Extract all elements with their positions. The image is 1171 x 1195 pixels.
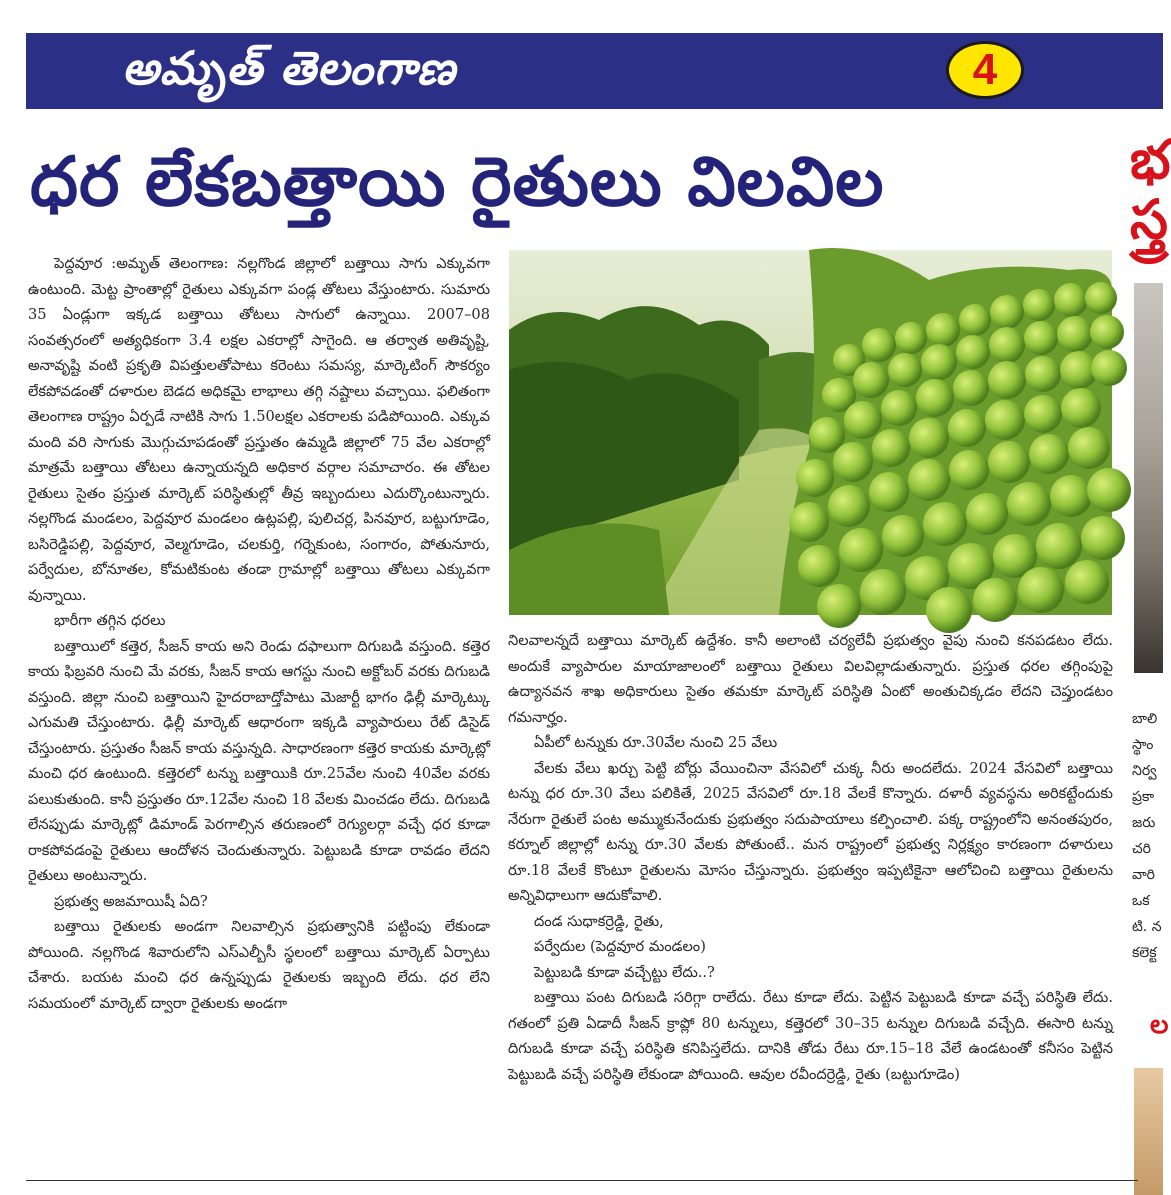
orchard-photo (509, 250, 1112, 615)
article-paragraph: బత్తాయి రైతులకు అండగా నిలవాల్సిన ప్రభుత్వానికి పట్టింపు లేకుండా పోయింది. నల్లగొండ శివారులోని ఎస్ఎల్బీసీ స్థలంలో బత్తాయి మార్కెట్ ఏర్పాటు చేశారు. బయట మంచి ధర ఉన్నప్పుడు రైతులకు ఇబ్బంది లేదు. ధర లేని సమయంలో మార్కెట్ ద్వారా రైతులకు అండగా (28, 918, 490, 1012)
adjacent-text-line: టి. న (1132, 919, 1162, 935)
adjacent-text-line: కలెక్ట (1132, 945, 1157, 961)
page-number-badge: 4 (946, 41, 1024, 99)
article-subheading: ప్రభుత్వ అజమాయిషీ ఏది? (54, 892, 208, 910)
adjacent-text-line: వారి (1132, 867, 1155, 883)
article-subheading: భారీగా తగ్గిన ధరలు (54, 612, 166, 629)
article-paragraph: నిలవాలన్నదే బత్తాయి మార్కెట్ ఉద్దేశం. కానీ అలాంటి చర్యలేవీ ప్రభుత్వం వైపు నుంచి కనపడటం లేదు. అందుకే వ్యాపారుల మాయాజాలంలో బత్తాయి రైతులు విలవిల్లాడుతున్నారు. ప్రస్తుత ధరల తగ్గింపుపై ఉద్యానవన శాఖ అధికారులు సైతం తమకూ మార్కెట్ పరిస్థితి ఏంటో అంతుచిక్కడం లేదని చెప్తుండటం గమనార్హం. (508, 632, 1113, 726)
article-subheading: ఏపీలో టన్నుకు రూ.30వేల నుంచి 25 వేలు (534, 734, 778, 751)
adjacent-text-line: బాలి (1132, 711, 1158, 727)
article-paragraph: పెద్దవూర :అమృత్ తెలంగాణ: నల్లగొండ జిల్లాలో బత్తాయి సాగు ఎక్కువగా ఉంటుంది. మెట్ట ప్రాంతాల్లో రైతులు ఎక్కువగా పండ్ల తోటలు వేస్తుంటారు. సుమారు 35 ఏండ్లుగా ఇక్కడ బత్తాయి తోటలు సాగులో ఉన్నాయి. 2007–08 సంవత్సరంలో అత్యధికంగా 3.4 లక్షల ఎకరాల్లో సాగైంది. ఆ తర్వాత అతివృష్టి, అనావృష్టి వంటి ప్రకృతి విపత్తులతోపాటు కరెంటు సమస్య, మార్కెటింగ్ సౌకర్యం లేకపోవడంతో దళారుల బెడద అధికమై లాభాలు తగ్గి నష్టాలు వచ్చాయి. ఫలితంగా తెలంగాణ రాష్ట్రం ఏర్పడే నాటికి సాగు 1.50లక్షల ఎకరాలకు పడిపోయింది. ఎక్కువ మంది వరి సాగుకు మొగ్గుచూపడంతో ప్రస్తుతం ఉమ్మడి జిల్లాలో 75 వేల ఎకరాల్లో మాత్రమే బత్తాయి తోటలు ఉన్నాయన్నది అధికార వర్గాల సమాచారం. ఈ తోటల రైతులు సైతం ప్రస్తుత మార్కెట్ పరిస్థితుల్లో తీవ్ర ఇబ్బందులు ఎదుర్కొంటున్నారు. నల్లగొండ మండలం, పెద్దవూర మండలం ఉట్లపల్లి, పులిచర్ల, పినవూర, బట్టుగూడెం, బసిరెడ్డిపల్లి, పెద్దవూర, వెల్మగూడెం, చలకుర్తి, గర్నెకుంట, సంగారం, పోతునూరు, పర్వేదుల, బోనూతల, కోమటికుంట తండా గ్రామాల్లో బత్తాయి తోటలు ఎక్కువగా వున్నాయి. (28, 255, 490, 604)
article-subheading: పెట్టుబడి కూడా వచ్చేట్టు లేదు..? (534, 963, 715, 981)
adjacent-text-line: నిర్వ (1132, 763, 1157, 779)
masthead-title: అమృత్ తెలంగాణ (122, 41, 456, 95)
orchard-photo-illustration (509, 250, 1112, 615)
article-right-column (508, 628, 1113, 1168)
adjacent-text-line: చరి (1132, 841, 1151, 857)
adjacent-article-accent: ల (1150, 1010, 1169, 1040)
quote-attribution: దండ సుధాకర్రెడ్డి, రైతు, (534, 912, 664, 930)
page-bottom-rule (26, 1180, 1138, 1181)
article-paragraph: వేలకు వేలు ఖర్చు పెట్టి బోర్లు వేయించినా వేసవిలో చుక్క నీరు అందలేదు. 2024 వేసవిలో బత్తాయి టన్ను ధర రూ.30 వేలు పలికితే, 2025 వేసవిలో రూ.18 వేలకే కొన్నారు. దళారీ వ్యవస్థను అరికట్టేందుకు నేరుగా రైతులే పంట అమ్ముకునేందుకు ప్రభుత్వం సదుపాయాలు కల్పించాలి. పక్క రాష్ట్రంలోని అనంతపురం, కర్నూల్ జిల్లాల్లో టన్ను రూ.30 వేలకు పోతుంటే.. మన రాష్ట్రంలో ప్రభుత్వ నిర్లక్ష్యం కారణంగా దళారులు రూ.18 వేలకే కొంటూ రైతులను మోసం చేస్తున్నారు. ప్రభుత్వం ఇప్పటికైనా ఆలోచించి బత్తాయి రైతులను అన్నివిధాలుగా ఆదుకోవాలి. (508, 759, 1113, 904)
adjacent-text-line: జరు (1132, 815, 1156, 831)
article-headline: ధర లేకబత్తాయి రైతులు విలవిల (30, 143, 885, 222)
adjacent-article-headline: భ స్త్ర (1130, 128, 1171, 251)
masthead-banner (26, 33, 1163, 109)
adjacent-article-photo (1134, 283, 1163, 673)
adjacent-text-line: ప్రకా (1132, 789, 1155, 805)
adjacent-article-photo-2 (1134, 1068, 1163, 1195)
adjacent-text-line: ఒక (1132, 893, 1150, 909)
adjacent-text-line: స్థాం (1132, 737, 1154, 753)
quote-attribution: పర్వేదుల (పెద్దవూర మండలం) (534, 938, 706, 955)
article-left-column (28, 251, 490, 1166)
article-paragraph: బత్తాయిలో కత్తెర, సీజన్ కాయ అని రెండు దఫాలుగా దిగుబడి వస్తుంది. కత్తెర కాయ ఫిబ్రవరి నుంచి మే వరకు, సీజన్ కాయ ఆగస్టు నుంచి అక్టోబర్ వరకు దిగుబడి వస్తుంది. జిల్లా నుంచి బత్తాయిని హైదరాబాద్తోపాటు మెజార్టీ భాగం ఢిల్లీ మార్కెట్కు ఎగుమతి చేస్తుంటారు. ఢిల్లీ మార్కెట్ ఆధారంగా ఇక్కడి వ్యాపారులు రేట్ డిసైడ్ చేస్తుంటారు. ప్రస్తుతం సీజన్ కాయ వస్తున్నది. సాధారణంగా కత్తెర కాయకు మార్కెట్లో మంచి ధర ఉంటుంది. కత్తెరలో టన్ను బత్తాయికి రూ.25వేల నుంచి 40వేల వరకు పలుకుతుంది. కానీ ప్రస్తుతం రూ.12వేల నుంచి 18 వేలకు మించడం లేదు. దిగుబడి లేనప్పుడు మార్కెట్లో డిమాండ్ పెరగాల్సిన తరుణంలో రెగ్యులర్గా వచ్చే ధర కూడా రాకపోవడంపై రైతులు ఆందోళన చెందుతున్నారు. పెట్టుబడి కూడా రావడం లేదని రైతులు అంటున్నారు. (28, 637, 490, 884)
adjacent-article-text (1132, 706, 1163, 976)
article-paragraph: బత్తాయి పంట దిగుబడి సరిగ్గా రాలేదు. రేటు కూడా లేదు. పెట్టిన పెట్టుబడి కూడా వచ్చే పరిస్థితి లేదు. గతంలో ప్రతి ఏడాదీ సీజన్ క్రాప్లో 80 టన్నులు, కత్తెరలో 30–35 టన్నుల దిగుబడి వచ్చేది. ఈసారి టన్ను దిగుబడి కూడా వచ్చే పరిస్థితి కనిపిస్తలేదు. దానికి తోడు రేటు రూ.15–18 వేలే ఉండటంతో కనీసం పెట్టిన పెట్టుబడి వచ్చే పరిస్థితి లేకుండా పోయింది. ఆవుల రవీందర్రెడ్డి, రైతు (బట్టుగూడెం) (508, 989, 1113, 1083)
